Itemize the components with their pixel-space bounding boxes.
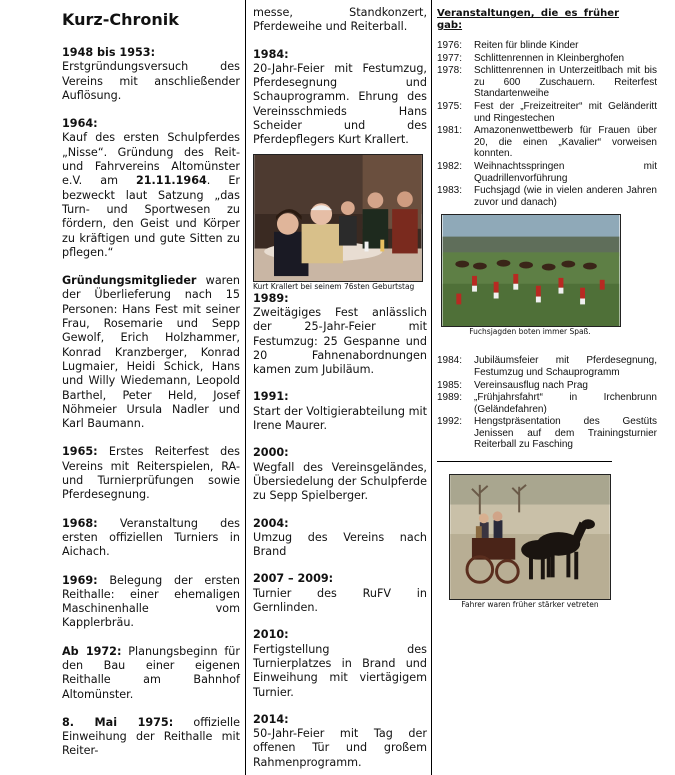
entry-2000 [253,446,427,503]
list-item-text: Amazonenwettbewerb für Frauen über 20, die einen „Kavalier“ vorweisen konnten. [474,125,657,160]
entry-2010 [253,628,427,699]
entry-text: Erstes Reiterfest des Vereins mit Reiterspielen, RA- und Turnierprüfungen sowie Pferdesegnung. [62,445,240,502]
entry-founders [62,274,240,431]
entry-year: 2004: [253,516,289,530]
list-item-year: 1976: [437,40,463,51]
list-item-year: 1989: [437,392,463,404]
entry-year: 1969: [62,573,98,587]
list-item-text: Jubiläumsfeier mit Pferdesegnung, Festumzug und Schauprogramm [474,355,657,378]
photo-caption: Kurt Krallert bei seinem 76sten Geburtstag [253,281,415,291]
entry-year: 1965: [62,445,98,459]
entry-1964 [62,117,240,260]
list-item [437,380,669,392]
list-item-year: 1992: [437,416,463,428]
list-item-text: Schlittenrennen in Unterzeitlbach mit bis zu 600 Zuschauern. Reiterfest Standartenweihe [474,65,657,100]
entry-text: Fertigstellung des Turnierplatzes in Brand und Einweihung mit viertägigem Turnier. [253,642,427,699]
list-item-year: 1978: [437,65,463,77]
entry-text: Belegung der ersten Reithalle: einer ehemaligen Maschinenhalle vom Kapplerbräu. [62,573,240,630]
entry-text: Planungsbeginn für den Bau einer eigenen Reithalle am Bahnhof Altomünster. [62,644,240,701]
list-item-text: Schlittenrennen in Kleinberghofen [474,52,625,64]
list-item-year: 1977: [437,52,463,64]
list-item [437,53,669,65]
entry-year: 2010: [253,628,289,642]
list-item-year: 1975: [437,100,463,112]
photo-caption: Fahrer waren früher stärker vetreten [461,600,599,610]
column-1 [0,0,245,775]
entry-1948 [62,46,240,103]
entry-text: Kauf des ersten Schulpferdes „Nisse“. Gründung des Reit- und Fahrvereins Altomünster e.V. am [62,131,240,188]
list-item [437,125,669,160]
entry-text: offizielle Einweihung der Reithalle mit Reiter- [62,715,241,758]
divider [437,461,612,462]
entry-text: Start der Voltigierabteilung mit Irene Maurer. [253,404,427,433]
entry-text: Umzug des Vereins nach Brand [253,530,427,559]
entry-text: Zweitägiges Fest anlässlich der 25-Jahr-Feier mit Festumzug: 25 Gespanne und 20 Fahnenabordnungen kamen zum Jubiläum. [253,305,427,377]
entry-year: 1968: [62,516,98,530]
list-item-text: Weihnachtsspringen mit Quadrillenvorführung [474,160,657,184]
entry-continuation: messe, Standkonzert, Pferdeweihe und Reiterball. [253,6,427,34]
list-item [437,185,669,208]
column-2 [245,0,432,775]
page-title: Kurz-Chronik [62,10,179,29]
entry-text: Veranstaltung des ersten offiziellen Turniers in Aichach. [62,516,240,559]
list-item [437,101,669,124]
birthday-photo [253,154,423,282]
entry-1965 [62,445,240,502]
list-item-year: 1985: [437,379,463,391]
list-item-year: 1981: [437,125,463,137]
entry-1989 [253,292,427,378]
list-item-text: Hengstpräsentation des Gestüts Jenissen auf dem Trainingsturnier Reiterball zu Fasching [474,416,657,451]
entry-year: 8. Mai 1975: [62,715,174,729]
list-item [437,392,669,415]
entry-text: 20-Jahr-Feier mit Festumzug, Pferdesegnung und Schauprogramm. Ehrung des Vereinsschmieds Hans Scheider und des Pferdepflegers Kurt Krallert. [253,61,427,147]
entry-1969 [62,574,240,631]
entry-lead: Gründungsmitglieder [62,274,197,288]
founding-date: 21.11.1964 [135,174,207,188]
entry-text: 50-Jahr-Feier mit Tag der offenen Tür und großem Rahmenprogramm. [253,727,427,769]
entry-text: . Er bezweckt laut Satzung „das Turn- und Sportwesen zu fördern, den Geist und Körper zu kräftigen und gute Sitten zu pflegen.“ [62,174,240,259]
list-item-year: 1982: [437,160,463,172]
list-item [437,65,669,100]
entry-1972 [62,645,240,702]
entry-year: 1991: [253,390,289,404]
entry-1968 [62,517,240,560]
entry-1991 [253,390,427,433]
entry-2004 [253,517,427,560]
entry-text: Turnier des RuFV in Gernlinden. [253,586,427,615]
list-item-text: Fest der „Freizeitreiter“ mit Geländeritt und Ringestechen [474,100,657,124]
entry-text: Erstgründungsversuch des Vereins mit anschließender Auflösung. [62,60,240,102]
entry-1975 [62,716,240,759]
list-item-year: 1983: [437,185,463,197]
list-item [437,40,669,52]
entry-1984 [253,48,427,148]
list-item [437,161,669,184]
section-heading: Veranstaltungen, die es früher gab: [437,8,619,31]
entry-text: Wegfall des Vereinsgeländes, Übersiedelung der Schulpferde zu Sepp Spielberger. [253,460,427,503]
entry-text: waren der Überlieferung nach 15 Personen: Hans Fest mit seiner Frau, Rosemarie und Sepp Gewolf, Erich Holzhammer, Konrad Kranzberger, Konrad Lugmaier, Heidi Schick, Hans und Willy Wiedemann, Leopold Barthel, Peter Held, Josef Nöhmeier Ursula Nadler und Karl Baumann. [62,274,240,431]
photo-caption: Fuchsjagden boten immer Spaß. [469,327,591,337]
list-item-text: „Frühjahrsfahrt“ in Irchenbrunn (Geländefahren) [474,392,657,415]
list-item [437,416,669,451]
fox-hunt-photo [441,214,621,327]
events-list-a [437,40,669,208]
entry-year: 1984: [253,47,289,61]
list-item-text: Fuchsjagd (wie in vielen anderen Jahren zuvor und danach) [474,185,657,208]
entry-year: 2000: [253,446,289,460]
entry-year: 1964: [62,117,98,131]
entry-2007 [253,572,427,615]
entry-year: Ab 1972: [62,644,122,658]
column-3 [432,0,675,775]
entry-year: 2014: [253,712,289,726]
entry-year: 2007 – 2009: [253,572,334,586]
entry-year: 1989: [253,291,289,305]
list-item-year: 1984: [437,355,463,367]
carriage-photo [449,474,611,600]
list-item-text: Reiten für blinde Kinder [474,40,579,51]
list-item-text: Vereinsausflug nach Prag [474,379,588,391]
entry-2014 [253,713,427,770]
list-item [437,355,669,378]
events-list-b [437,355,669,451]
entry-year: 1948 bis 1953: [62,46,156,59]
